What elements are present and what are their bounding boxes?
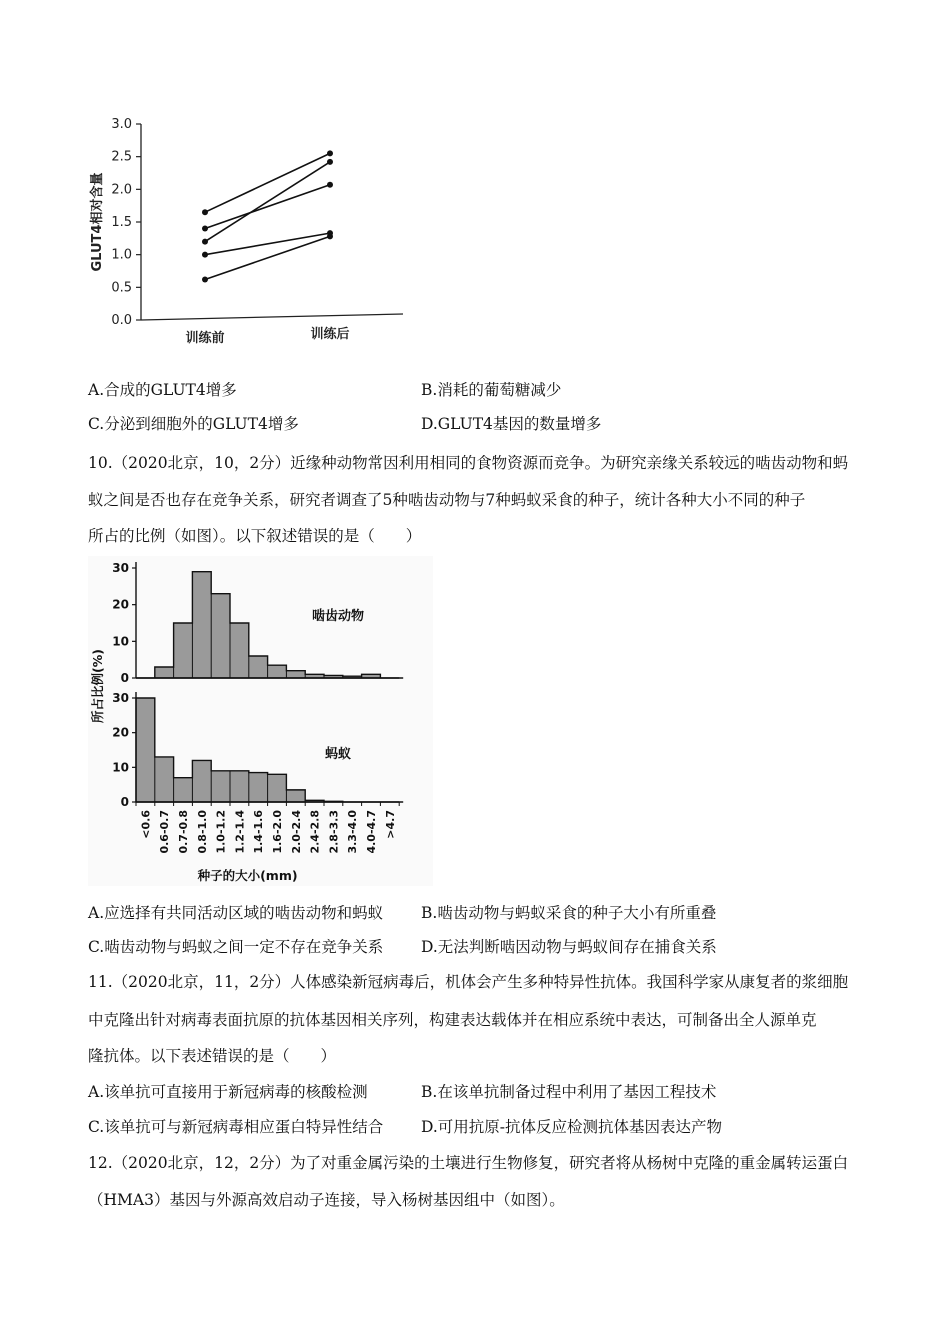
q11-option-a: A.该单抗可直接用于新冠病毒的核酸检测 — [88, 1083, 368, 1101]
y-tick-label: 20 — [112, 597, 129, 612]
q11-option-d: D.可用抗原-抗体反应检测抗体基因表达产物 — [421, 1118, 723, 1136]
chart-axes — [89, 117, 403, 346]
data-point — [327, 182, 333, 188]
series-line — [205, 236, 330, 279]
y-tick-label: 2.5 — [111, 149, 132, 165]
x-tick-label: 4.0-4.7 — [365, 810, 378, 854]
data-point — [202, 226, 208, 232]
x-tick-label: 2.4-2.8 — [308, 810, 322, 854]
series-label: 蚂蚁 — [324, 747, 352, 762]
data-point — [327, 233, 333, 239]
data-point — [202, 209, 208, 215]
q10-stem-line1: 10.（2020北京，10，2分）近缘种动物常因利用相同的食物资源而竞争。为研究亲缘关系较远的啮齿动物和蚂 — [88, 454, 849, 472]
x-tick-label: <0.6 — [139, 810, 153, 839]
q11-option-b: B.在该单抗制备过程中利用了基因工程技术 — [421, 1083, 717, 1101]
chart-marks — [202, 150, 333, 282]
q9-option-d: D.GLUT4基因的数量增多 — [421, 415, 602, 433]
series-line — [205, 153, 330, 212]
q11-option-c: C.该单抗可与新冠病毒相应蛋白特异性结合 — [88, 1118, 384, 1136]
x-tick-label: 2.8-3.3 — [327, 810, 341, 854]
y-tick-label: 30 — [112, 561, 129, 575]
q10-option-c: C.啮齿动物与蚂蚁之间一定不存在竞争关系 — [88, 938, 384, 956]
data-point — [327, 159, 333, 165]
y-tick-label: 10 — [112, 634, 129, 649]
data-point — [202, 239, 208, 245]
data-point — [202, 252, 208, 258]
q9-option-b: B.消耗的葡萄糖减少 — [421, 381, 562, 399]
y-tick-label: 3.0 — [111, 117, 132, 132]
data-point — [327, 150, 333, 156]
q10-stem-line2: 蚁之间是否也存在竞争关系，研究者调查了5种啮齿动物与7种蚂蚁采食的种子，统计各种大小不同的种子 — [88, 491, 806, 509]
series-line — [205, 185, 330, 229]
x-tick-label: 0.8-1.0 — [195, 810, 209, 854]
y-tick-label: 0.5 — [111, 280, 132, 296]
x-category-label: 训练前 — [185, 331, 225, 346]
q11-stem-line3: 隆抗体。以下表述错误的是（ ） — [88, 1047, 337, 1065]
x-tick-label: 1.4-1.6 — [252, 810, 266, 854]
x-tick-label: 0.7-0.8 — [177, 810, 190, 854]
x-category-label: 训练后 — [310, 327, 350, 342]
q12-stem-line1: 12.（2020北京，12，2分）为了对重金属污染的土壤进行生物修复，研究者将从杨树中克隆的重金属转运蛋白 — [88, 1154, 849, 1172]
q9-option-c: C.分泌到细胞外的GLUT4增多 — [88, 415, 299, 433]
q12-stem-line2: （HMA3）基因与外源高效启动子连接，导入杨树基因组中（如图）。 — [88, 1191, 565, 1209]
x-tick-label: 0.6-0.7 — [158, 810, 172, 854]
y-axis-label: 所占比例(%) — [90, 649, 105, 723]
y-tick-label: 0.0 — [111, 313, 132, 328]
x-tick-label: 1.6-2.0 — [271, 810, 284, 854]
seed-size-histogram — [88, 556, 433, 886]
x-tick-label: 1.0-1.2 — [214, 810, 228, 854]
y-tick-label: 30 — [112, 691, 129, 705]
y-axis-label: GLUT4相对含量 — [90, 172, 105, 272]
x-tick-label: >4.7 — [383, 810, 397, 839]
q9-option-a: A.合成的GLUT4增多 — [88, 381, 237, 399]
y-tick-label: 2.0 — [111, 182, 132, 198]
data-point — [202, 276, 208, 282]
x-axis — [141, 314, 403, 320]
y-tick-label: 1.5 — [111, 215, 132, 230]
q10-stem-line3: 所占的比例（如图）。以下叙述错误的是（ ） — [88, 527, 422, 545]
x-tick-label: 1.2-1.4 — [233, 810, 247, 854]
y-tick-label: 20 — [112, 725, 129, 740]
series-label: 啮齿动物 — [311, 609, 365, 624]
q11-stem-line2: 中克隆出针对病毒表面抗原的抗体基因相关序列，构建表达载体并在相应系统中表达，可制备出全人源单克 — [88, 1011, 817, 1029]
series-line — [205, 233, 330, 255]
x-tick-label: 2.0-2.4 — [289, 810, 303, 854]
q10-option-b: B.啮齿动物与蚂蚁采食的种子大小有所重叠 — [421, 904, 717, 922]
x-tick-label: 3.3-4.0 — [346, 810, 360, 854]
y-tick-label: 0 — [120, 795, 129, 809]
q11-stem-line1: 11.（2020北京，11，2分）人体感染新冠病毒后，机体会产生多种特异性抗体。我国科学家从康复者的浆细胞 — [88, 973, 849, 991]
y-tick-label: 10 — [112, 760, 129, 775]
glut4-chart — [85, 108, 415, 353]
q10-option-d: D.无法判断啮因动物与蚂蚁间存在捕食关系 — [421, 938, 717, 956]
q10-option-a: A.应选择有共同活动区域的啮齿动物和蚂蚁 — [88, 904, 384, 922]
y-tick-label: 0 — [120, 671, 129, 685]
y-tick-label: 1.0 — [111, 247, 132, 263]
x-axis-label: 种子的大小(mm) — [197, 868, 298, 883]
series-line — [205, 162, 330, 242]
